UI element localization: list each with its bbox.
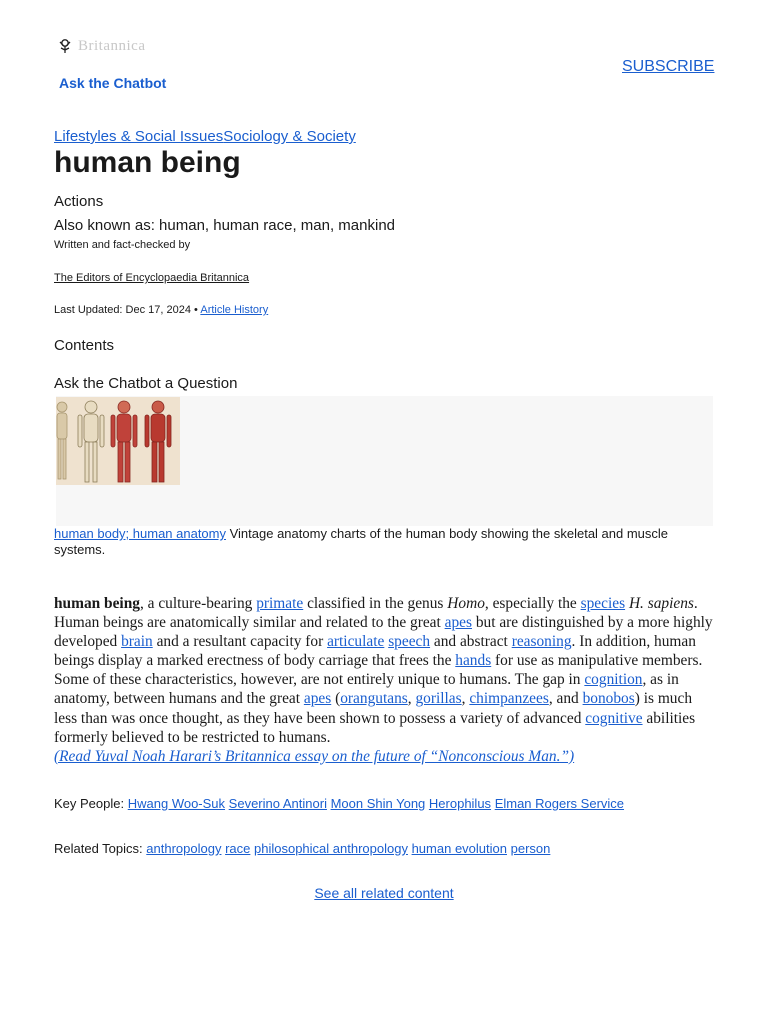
topic-link[interactable]: human evolution: [411, 841, 507, 856]
lead-text: classified in the genus: [303, 595, 448, 612]
species-h-sapiens: H. sapiens: [628, 595, 694, 612]
anatomy-chart-image[interactable]: [56, 397, 180, 485]
article-history-link[interactable]: Article History: [200, 304, 269, 316]
see-all-related: [0, 885, 768, 901]
person-link[interactable]: Hwang Woo-Suk: [127, 796, 226, 811]
lead-text: but are distinguished by a more highly developed: [54, 614, 713, 651]
link-bonobos[interactable]: bonobos: [582, 690, 635, 708]
contents-toggle[interactable]: Contents: [54, 337, 115, 354]
actions-menu[interactable]: Actions: [54, 193, 104, 210]
last-updated: [54, 304, 268, 316]
lead-text: and abstract: [430, 633, 512, 651]
link-chimpanzees[interactable]: chimpanzees: [469, 690, 549, 708]
also-known-as: Also known as: human, human race, man, mankind: [54, 217, 396, 234]
person-link[interactable]: Herophilus: [428, 796, 492, 811]
lead-text: , especially the: [484, 595, 581, 612]
link-reasoning[interactable]: reasoning: [511, 633, 572, 651]
person-link[interactable]: Elman Rogers Service: [494, 796, 625, 811]
lead-text: , as in anatomy, between humans and the great: [54, 671, 679, 708]
link-gorillas[interactable]: gorillas: [415, 690, 462, 708]
ask-the-chatbot-link[interactable]: Ask the Chatbot: [59, 75, 167, 91]
subscribe-link[interactable]: SUBSCRIBE: [622, 58, 715, 75]
lead-text: (: [331, 690, 341, 708]
link-articulate[interactable]: articulate: [327, 633, 385, 651]
link-brain[interactable]: brain: [121, 633, 153, 651]
lead-text: and a resultant capacity for: [152, 633, 328, 651]
related-topics: [54, 841, 550, 856]
key-people-label: Key People:: [54, 796, 125, 811]
breadcrumb: [54, 128, 356, 145]
topic-link[interactable]: anthropology: [146, 841, 222, 856]
lead-text: abilities formerly believed to be restricted to humans.: [54, 709, 696, 746]
topic-link[interactable]: race: [225, 841, 251, 856]
editors-link[interactable]: The Editors of Encyclopaedia Britannica: [54, 272, 250, 284]
related-topics-label: Related Topics:: [54, 841, 143, 856]
page-title: human being: [54, 146, 241, 179]
anatomy-figures-illustration: [56, 397, 180, 485]
lead-text: , a culture-bearing: [139, 595, 257, 612]
lead-text: ,: [461, 690, 470, 708]
key-people: [54, 796, 624, 811]
see-all-related-link[interactable]: See all related content: [314, 885, 454, 901]
thistle-icon: [56, 37, 74, 55]
lead-text: . In addition, human beings display a marked erectness of body carriage that frees the: [54, 633, 696, 670]
link-orangutans[interactable]: orangutans: [340, 690, 408, 708]
lead-text: for use as manipulative members. Some of these characteristics, however, are not entirely unique to humans. The gap in: [54, 652, 703, 689]
last-updated-text: Last Updated: Dec 17, 2024 •: [54, 304, 198, 316]
lead-text: , and: [548, 690, 583, 708]
link-hands[interactable]: hands: [455, 652, 492, 670]
caption-link[interactable]: human body; human anatomy: [54, 526, 226, 541]
link-species[interactable]: species: [580, 595, 626, 612]
person-link[interactable]: Moon Shin Yong: [330, 796, 426, 811]
britannica-logo[interactable]: [56, 36, 176, 56]
link-primate[interactable]: primate: [256, 595, 304, 612]
link-apes-2[interactable]: apes: [303, 690, 332, 708]
logo-wordmark: Britannica: [78, 37, 146, 54]
lead-text: ) is much less than was once thought, as they have been shown to possess a variety of advanced: [54, 690, 693, 727]
breadcrumb-sociology[interactable]: Sociology & Society: [223, 128, 356, 145]
lead-text: ,: [407, 690, 416, 708]
written-by-label: Written and fact-checked by: [54, 239, 191, 251]
ask-chatbot-question[interactable]: Ask the Chatbot a Question: [54, 375, 238, 392]
harari-essay-link[interactable]: (Read Yuval Noah Harari’s Britannica essay on the future of “Nonconscious Man.”): [54, 747, 575, 765]
term-human-being: human being: [54, 595, 140, 612]
link-apes[interactable]: apes: [444, 614, 472, 632]
link-speech[interactable]: speech: [388, 633, 431, 651]
caption-text: Vintage anatomy charts of the human body showing the skeletal and muscle systems.: [54, 526, 669, 557]
lead-paragraph: [54, 594, 714, 766]
topic-link[interactable]: person: [510, 841, 551, 856]
figure-caption: [54, 526, 714, 558]
genus-homo: Homo: [447, 595, 485, 612]
link-cognition[interactable]: cognition: [584, 671, 643, 689]
topic-link[interactable]: philosophical anthropology: [254, 841, 408, 856]
breadcrumb-lifestyles[interactable]: Lifestyles & Social Issues: [54, 128, 224, 145]
link-cognitive[interactable]: cognitive: [585, 709, 643, 727]
person-link[interactable]: Severino Antinori: [228, 796, 327, 811]
lead-text: . Human beings are anatomically similar and related to the great: [54, 595, 698, 632]
